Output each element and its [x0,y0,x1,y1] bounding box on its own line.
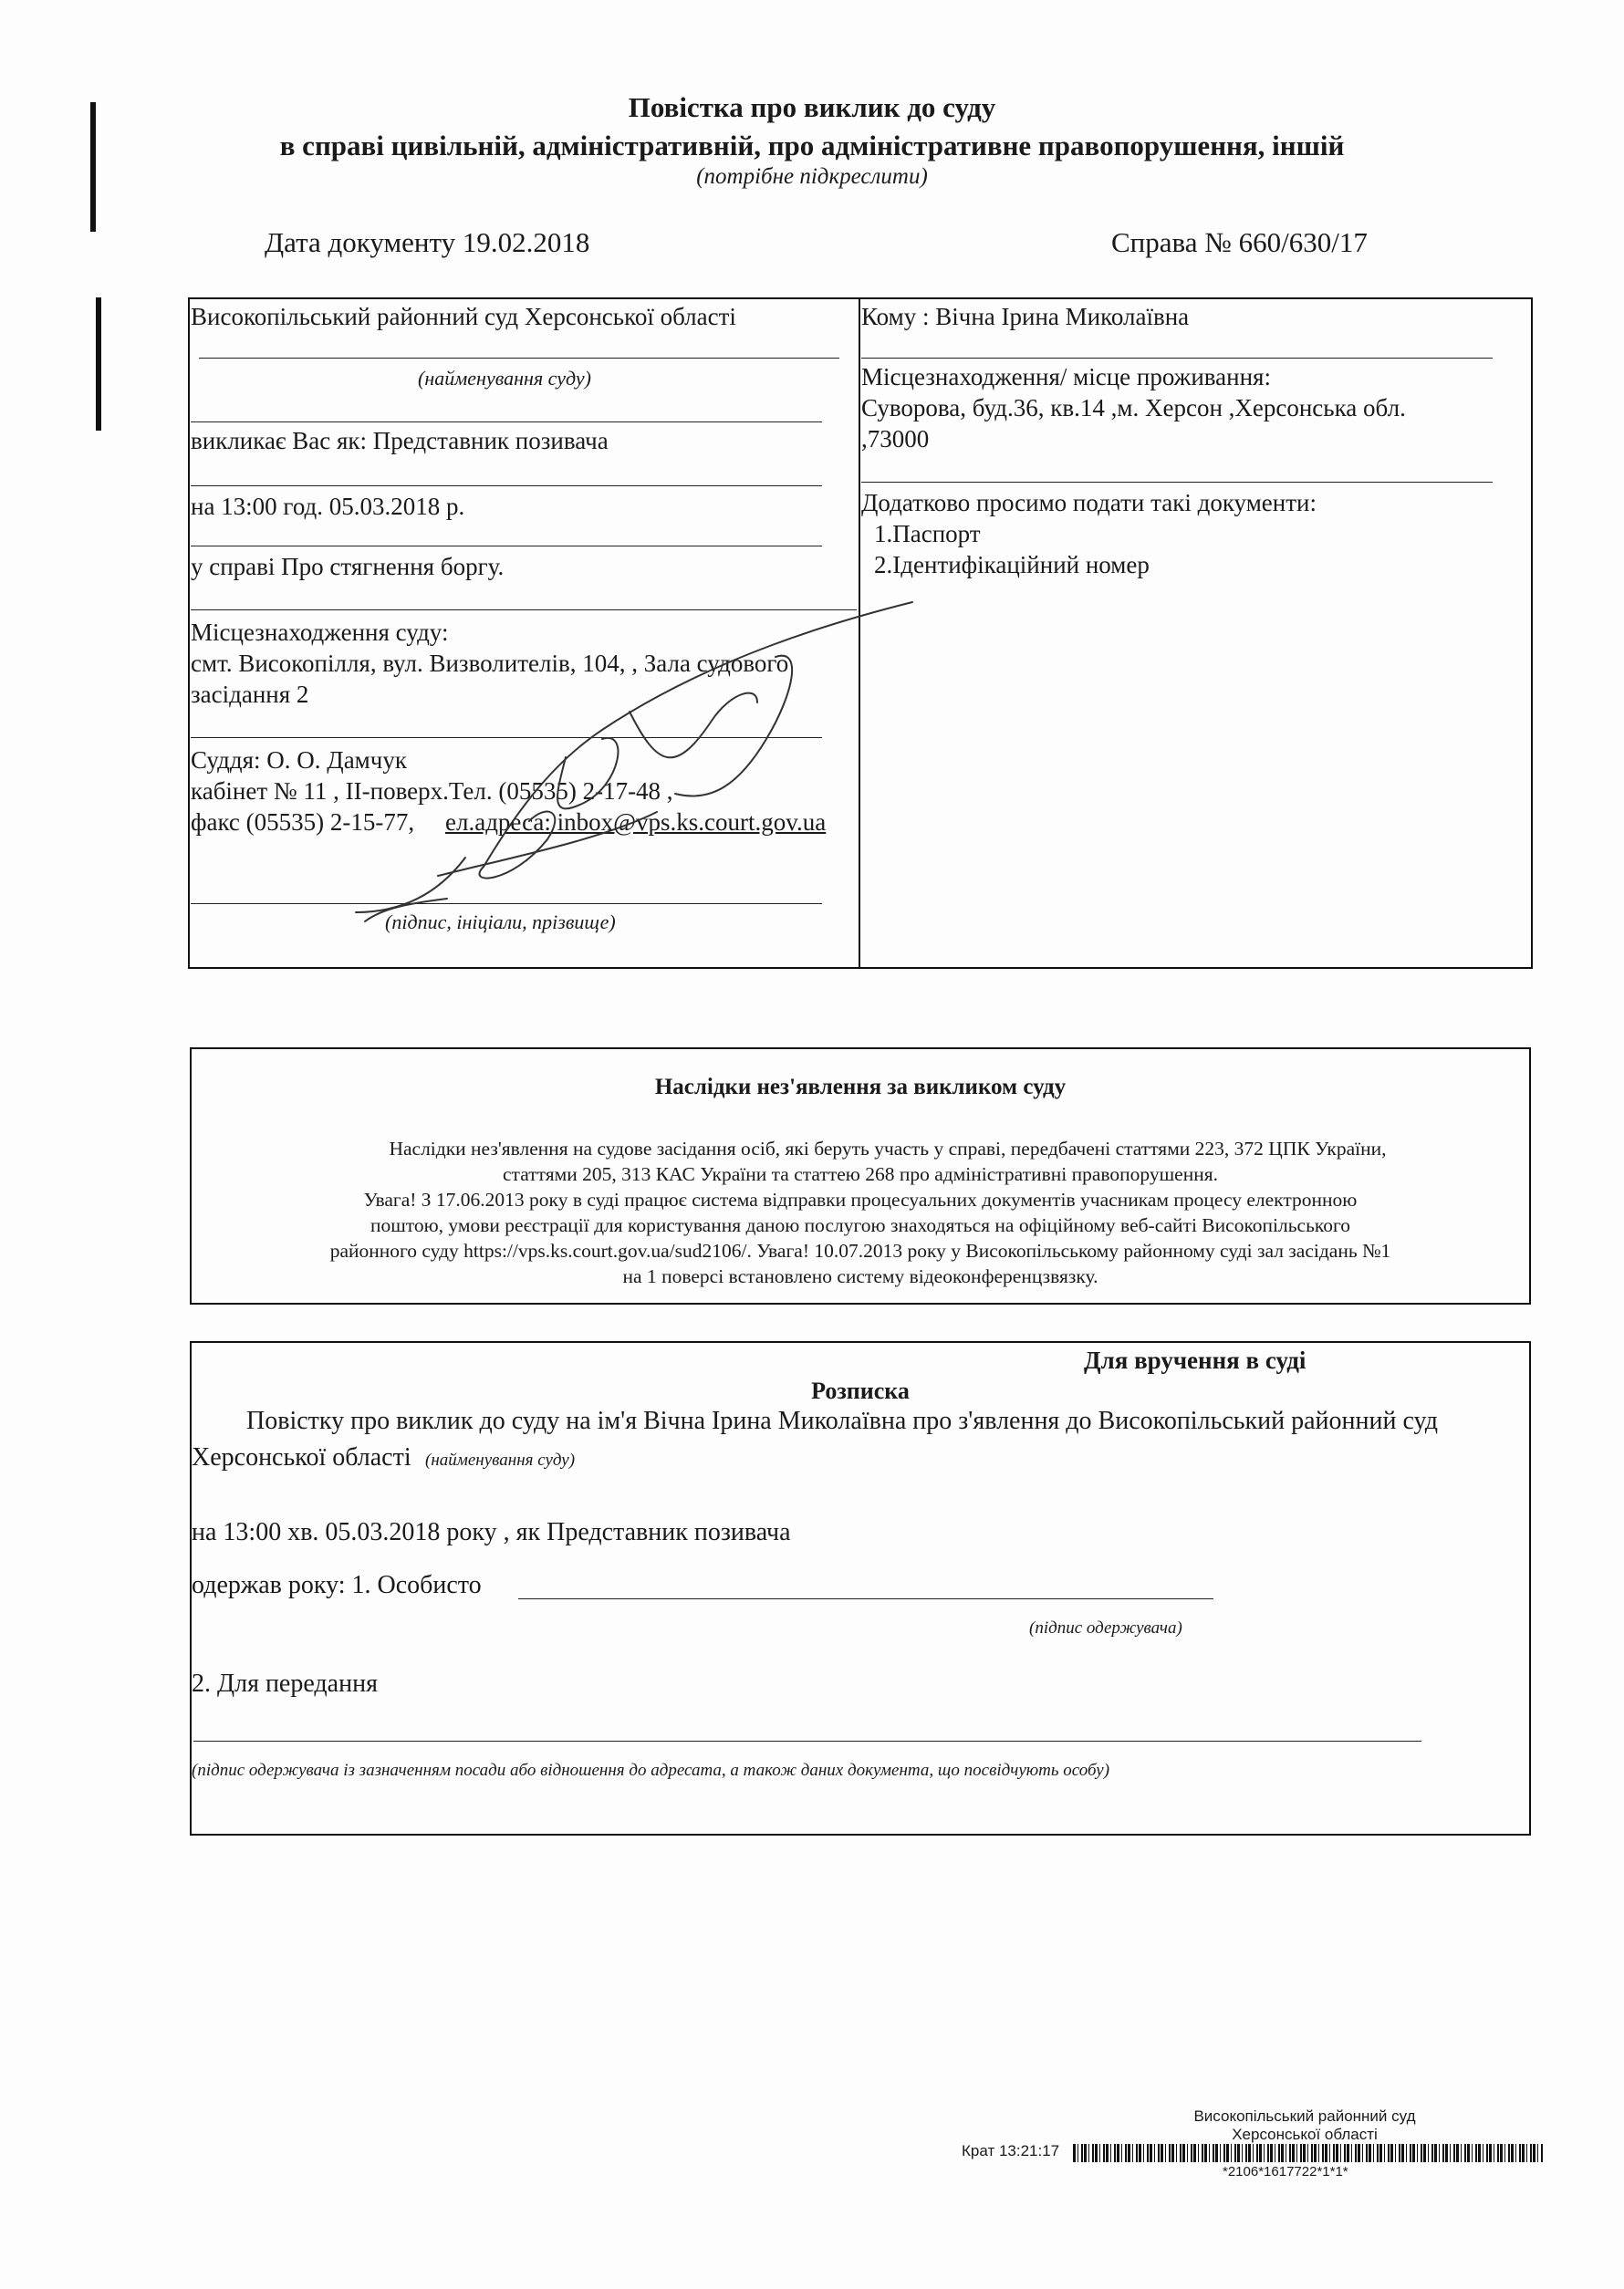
transfer-signature-line [193,1741,1421,1742]
court-name-note: (найменування суду) [418,367,591,390]
court-name-underline [199,358,839,359]
divider-line [861,358,1493,359]
court-fax: факс (05535) 2-15-77, [191,808,415,836]
case-subject: у справі Про стягнення боргу. [191,553,505,580]
judge-signature [328,584,967,931]
recipient-address-line1: Суворова, буд.36, кв.14 ,м. Херсон ,Херсонська обл. [861,394,1406,421]
document-title: Повістка про виклик до суду [628,91,996,123]
receipt-title: Розписка [811,1378,910,1404]
recipient-signature-line [518,1598,1213,1599]
document-subtitle: в справі цивільній, адміністративній, про адміністративне правопорушення, іншій [279,130,1345,161]
barcode [1073,2144,1544,2162]
court-location-label: Місцезнаходження суду: [191,619,449,646]
signature-note: (підпис, ініціали, прізвище) [385,910,616,933]
required-document-item: 1.Паспорт [874,520,981,547]
divider-line [191,485,822,486]
case-number: Справа № 660/630/17 [1111,226,1368,258]
footer-court-name: Високопільський районний суд [1193,2107,1416,2125]
divider-line [861,482,1493,483]
court-name: Високопільський районний суд Херсонської області [191,303,736,330]
recipient-address-line2: ,73000 [861,425,930,453]
barcode-text: *2106*1617722*1*1* [1223,2164,1348,2180]
required-document-item: 2.Ідентифікаційний номер [874,551,1150,578]
receipt-line: Херсонської області [192,1443,411,1472]
court-email: ел.адреса: inbox@vps.ks.court.gov.ua [445,808,827,836]
summons-role: викликає Вас як: Представник позивача [191,427,609,454]
consequences-line: статтями 205, 313 КАС України та статтею 268 про адміністративні правопорушення. [503,1163,1218,1185]
footer-court-region: Херсонської області [1232,2126,1378,2143]
receipt-line: Повістку про виклик до суду на ім'я Вічна Ірина Миколаївна про з'явлення до Високопільський районний суд [246,1407,1438,1435]
hearing-time: на 13:00 год. 05.03.2018 р. [191,493,465,520]
receipt-line: на 13:00 хв. 05.03.2018 року , як Представник позивача [192,1518,791,1546]
court-location-line2: засідання 2 [191,681,309,708]
for-court-label: Для вручення в суді [1084,1347,1306,1374]
required-documents-label: Додатково просимо подати такі документи: [861,489,1317,516]
document-date: Дата документу 19.02.2018 [265,226,590,258]
recipient-name: Кому : Вічна Ірина Миколаївна [861,303,1190,330]
consequences-line: Увага! З 17.06.2013 року в суді працює система відправки процесуальних документів учасникам процесу електронною [363,1189,1358,1211]
binder-mark-bottom [96,297,101,431]
divider-line [191,421,822,422]
consequences-title: Наслідки нез'явлення за викликом суду [654,1075,1067,1099]
consequences-line: Наслідки нез'явлення на судове засідання осіб, які беруть участь у справі, передбачені статтями 223, 372 ЦПК України, [389,1138,1387,1160]
recipient-signature-note: (підпис одержувача) [1029,1618,1182,1638]
consequences-line: поштою, умови реєстрації для користування даною послугою знаходяться на офіційному веб-сайті Високопільського [370,1214,1351,1236]
judge-office: кабінет № 11 , ІІ-поверх.Тел. (05535) 2-17-48 , [191,777,673,805]
transfer-signature-note: (підпис одержувача із зазначенням посади або відношення до адресата, а також даних документа, що посвідчують особу) [192,1761,1110,1780]
underline-note: (потрібне підкреслити) [696,164,928,189]
court-location-line1: смт. Високопілля, вул. Визволителів, 104, , Зала судового [191,650,789,677]
receipt-court-note: (найменування суду) [425,1451,576,1470]
consequences-line: районного суду https://vps.ks.court.gov.ua/sud2106/. Увага! 10.07.2013 року у Високопільському районному суді зал засідань №1 [329,1240,1391,1262]
receipt-line: одержав року: 1. Особисто [192,1571,482,1599]
stamp-time: Крат 13:21:17 [962,2142,1060,2159]
judge-name: Суддя: О. О. Дамчук [191,746,407,774]
consequences-line: на 1 поверсі встановлено систему відеоконференцзвязку. [622,1265,1098,1287]
receipt-line: 2. Для передання [192,1670,378,1698]
recipient-address-label: Місцезнаходження/ місце проживання: [861,363,1271,390]
